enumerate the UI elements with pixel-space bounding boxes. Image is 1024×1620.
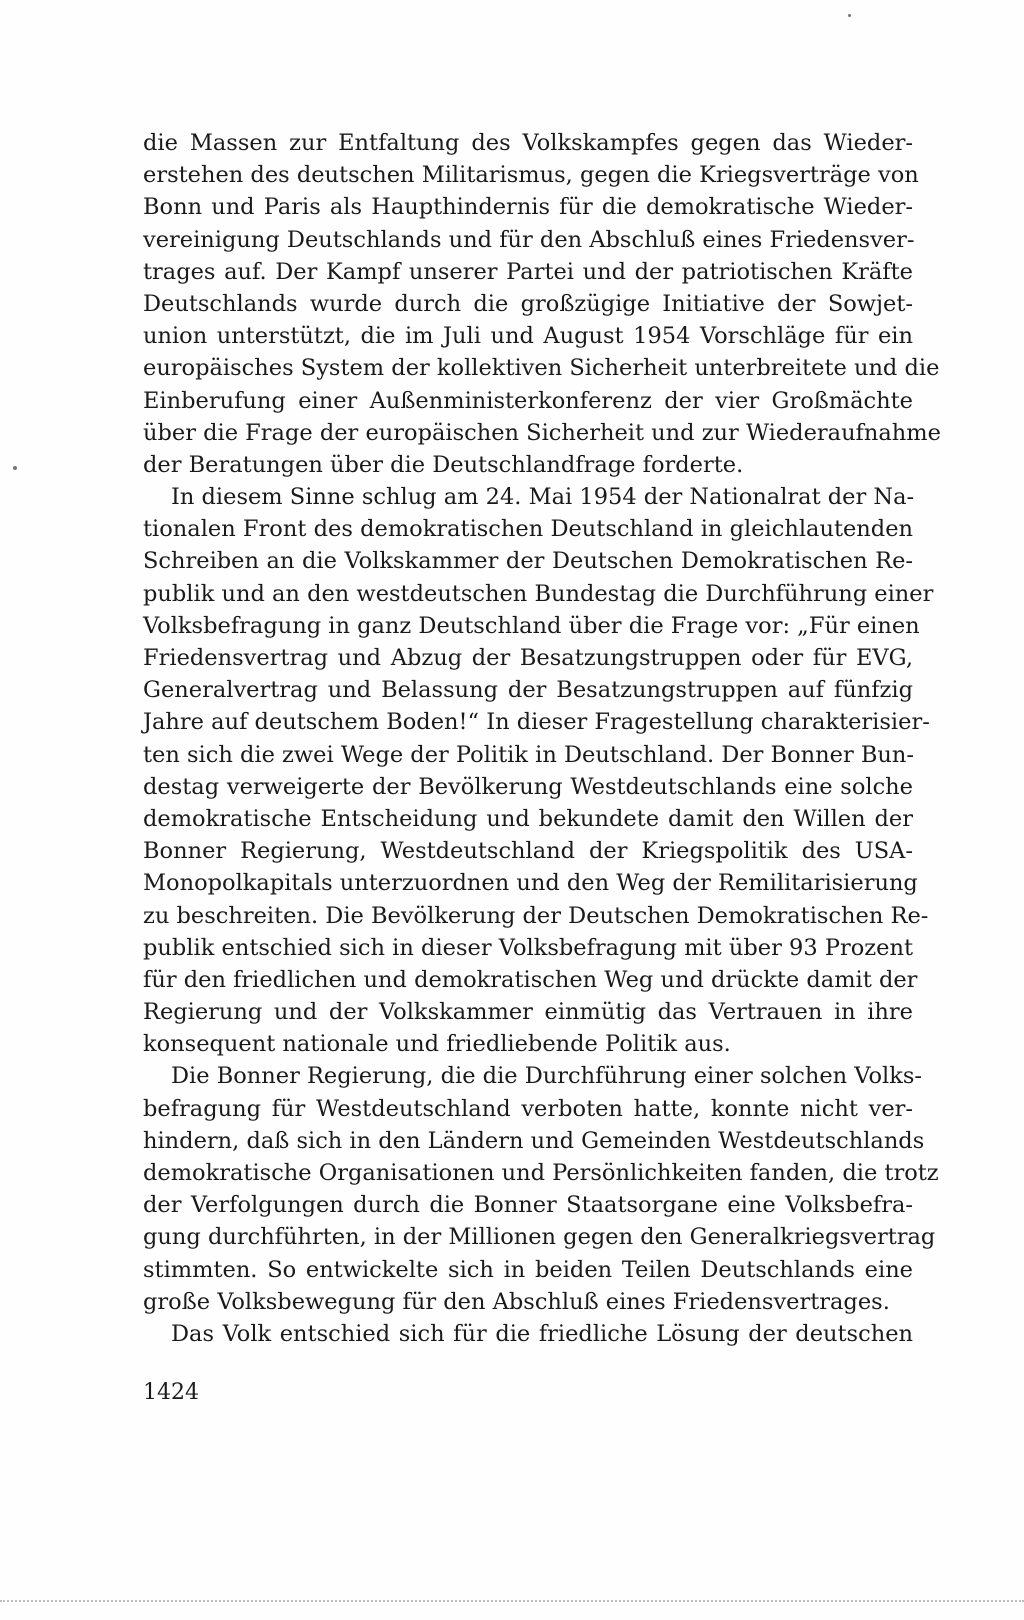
text-line: Jahre auf deutschem Boden!“ In dieser Fragestellung charakterisier- xyxy=(143,709,930,736)
text-line: zu beschreiten. Die Bevölkerung der Deutschen Demokratischen Re- xyxy=(143,902,929,929)
paper-speck xyxy=(13,466,17,470)
text-line: ten sich die zwei Wege der Politik in Deutschland. Der Bonner Bun- xyxy=(143,741,914,768)
text-line: tionalen Front des demokratischen Deutschland in gleichlautenden xyxy=(143,516,913,543)
text-line: Bonner Regierung, Westdeutschland der Kriegspolitik des USA- xyxy=(143,838,913,865)
text-line: Das Volk entschied sich für die friedliche Lösung der deutschen xyxy=(171,1320,913,1347)
text-line: der Verfolgungen durch die Bonner Staatsorgane eine Volksbefra- xyxy=(143,1192,913,1219)
text-line: befragung für Westdeutschland verboten hatte, konnte nicht ver- xyxy=(143,1095,913,1122)
text-line: gung durchführten, in der Millionen gegen den Generalkriegsvertrag xyxy=(143,1224,936,1251)
text-line: union unterstützt, die im Juli und August 1954 Vorschläge für ein xyxy=(143,323,913,350)
text-line: Generalvertrag und Belassung der Besatzungstruppen auf fünfzig xyxy=(143,677,913,704)
paper-speck xyxy=(848,14,851,17)
text-line: Deutschlands wurde durch die großzügige Initiative der Sowjet- xyxy=(143,290,913,317)
scan-edge-rule xyxy=(0,1600,1024,1604)
text-line: In diesem Sinne schlug am 24. Mai 1954 der Nationalrat der Na- xyxy=(171,484,915,511)
text-line: konsequent nationale und friedliebende Politik aus. xyxy=(143,1031,731,1058)
text-line: Bonn und Paris als Haupthindernis für die demokratische Wieder- xyxy=(143,194,913,221)
text-line: destag verweigerte der Bevölkerung Westdeutschlands eine solche xyxy=(143,773,913,800)
text-line: Regierung und der Volkskammer einmütig das Vertrauen in ihre xyxy=(143,999,913,1026)
text-line: Schreiben an die Volkskammer der Deutschen Demokratischen Re- xyxy=(143,548,913,575)
text-line: demokratische Organisationen und Persönlichkeiten fanden, die trotz xyxy=(143,1160,939,1186)
text-line: Die Bonner Regierung, die die Durchführung einer solchen Volks- xyxy=(171,1063,922,1090)
body-text xyxy=(143,127,941,1350)
text-line: große Volksbewegung für den Abschluß eines Friedensvertrages. xyxy=(143,1288,890,1315)
text-line: Monopolkapitals unterzuordnen und den Weg der Remilitarisierung xyxy=(143,870,918,897)
text-line: vereinigung Deutschlands und für den Abschluß eines Friedensver- xyxy=(143,226,915,253)
text-line: publik und an den westdeutschen Bundestag die Durchführung einer xyxy=(143,580,934,607)
text-line: der Beratungen über die Deutschlandfrage forderte. xyxy=(143,451,744,478)
text-line: europäisches System der kollektiven Sicherheit unterbreitete und die xyxy=(143,355,940,382)
text-line: hindern, daß sich in den Ländern und Gemeinden Westdeutschlands xyxy=(143,1127,925,1154)
page-number: 1424 xyxy=(143,1380,199,1405)
text-line: die Massen zur Entfaltung des Volkskampfes gegen das Wieder- xyxy=(143,130,913,156)
text-line: Volksbefragung in ganz Deutschland über die Frage vor: „Für einen xyxy=(143,612,920,639)
text-line: erstehen des deutschen Militarismus, gegen die Kriegsverträge von xyxy=(143,162,919,189)
text-line: für den friedlichen und demokratischen Weg und drückte damit der xyxy=(143,966,918,993)
text-line: Einberufung einer Außenministerkonferenz der vier Großmächte xyxy=(143,387,913,414)
text-line: publik entschied sich in dieser Volksbefragung mit über 93 Prozent xyxy=(143,934,913,961)
text-line: trages auf. Der Kampf unserer Partei und der patriotischen Kräfte xyxy=(143,258,913,285)
text-line: demokratische Entscheidung und bekundete damit den Willen der xyxy=(143,805,913,832)
text-line: stimmten. So entwickelte sich in beiden Teilen Deutschlands eine xyxy=(143,1256,913,1283)
text-line: Friedensvertrag und Abzug der Besatzungstruppen oder für EVG, xyxy=(143,645,913,671)
text-line: über die Frage der europäischen Sicherheit und zur Wiederaufnahme xyxy=(143,419,941,446)
